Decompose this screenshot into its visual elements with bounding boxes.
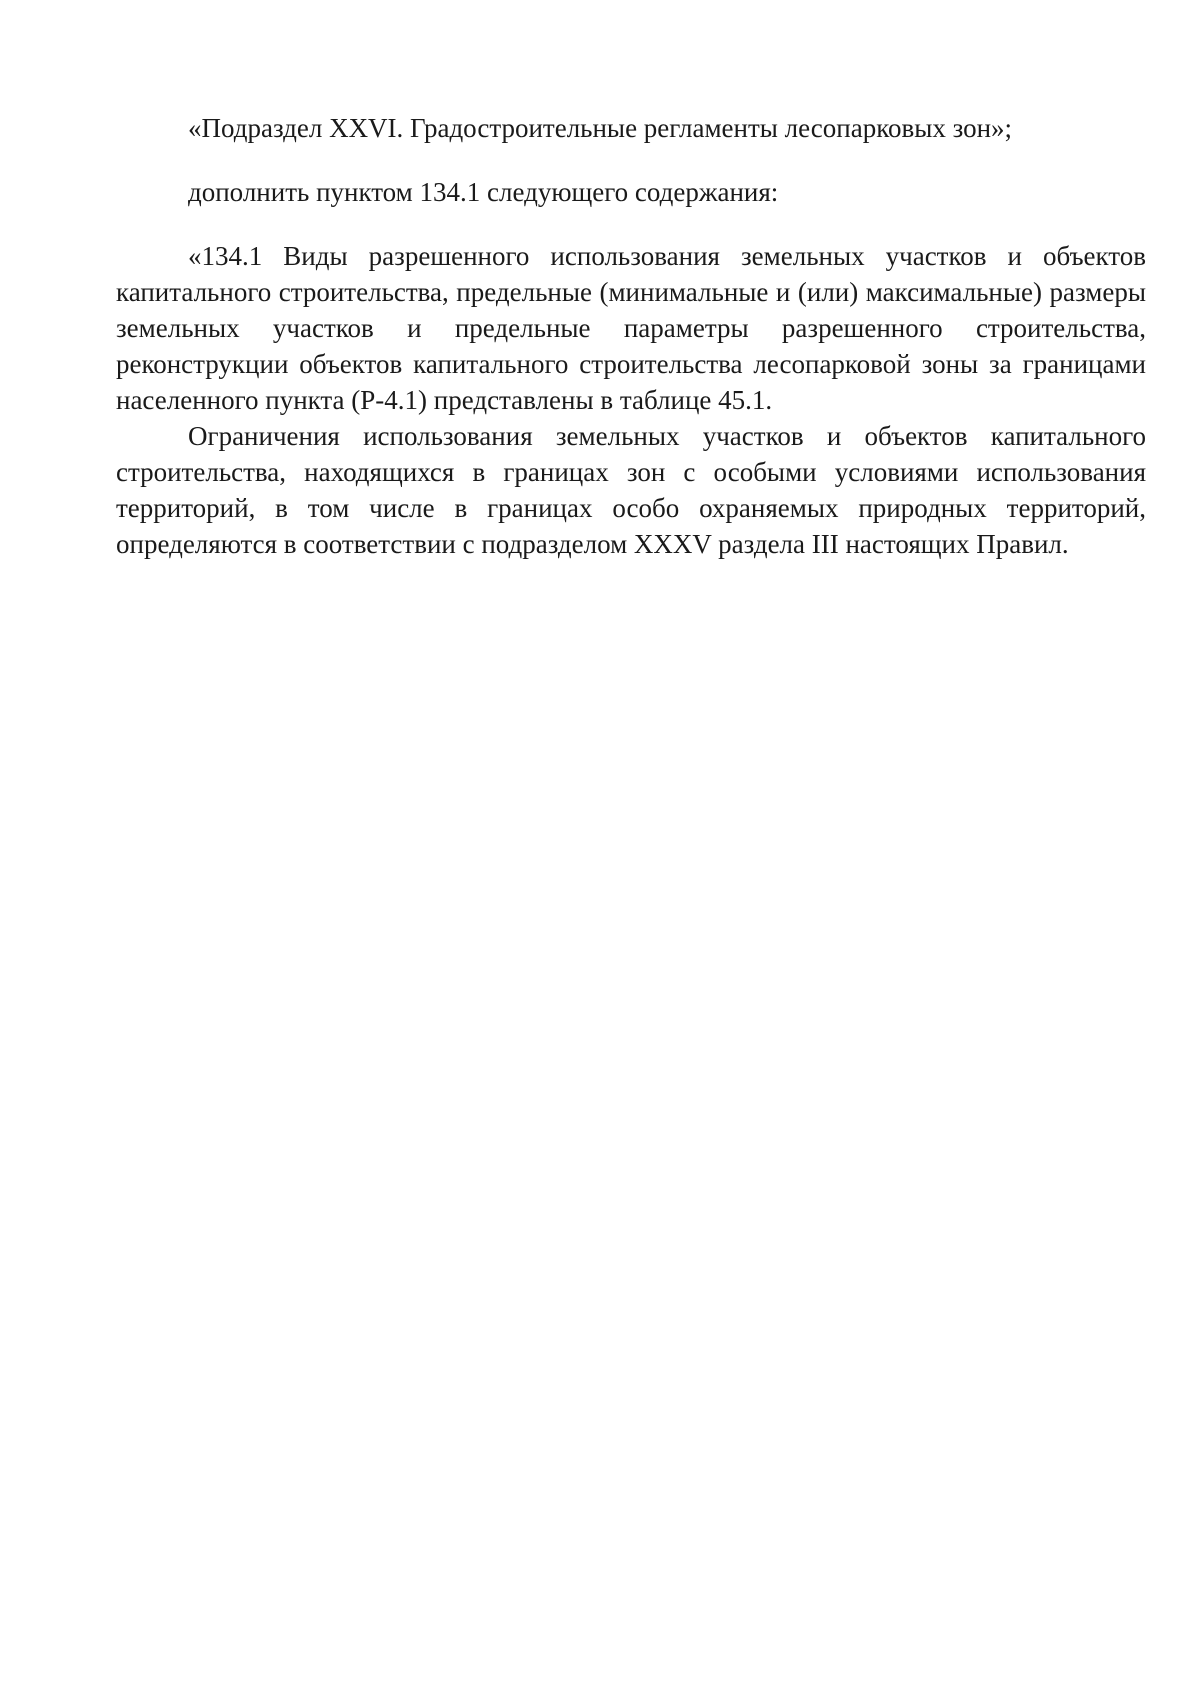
quoted-subsection-title: «Подраздел XXVI. Градостроительные регламенты лесопарковых зон»; [188,113,1013,143]
restrictions-paragraph: Ограничения использования земельных участков и объектов капитального строительства, находящихся в границах зон с особыми условиями использования территорий, в том числе в границах особо охраняемых природных территорий, определяются в соответствии с подразделом XXXV раздела III настоящих Правил. [116,421,1146,559]
clause-134-1-paragraph: «134.1 Виды разрешенного использования земельных участков и объектов капитального строительства, предельные (минимальные и (или) максимальные) размеры земельных участков и предельные параметры разрешенного строительства, реконструкции объектов капитального строительства лесопарковой зоны за границами населенного пункта (Р-4.1) представлены в таблице 45.1. [116,241,1146,415]
amendment-instruction: дополнить пунктом 134.1 следующего содержания: [188,177,779,207]
document-body [116,110,1146,562]
